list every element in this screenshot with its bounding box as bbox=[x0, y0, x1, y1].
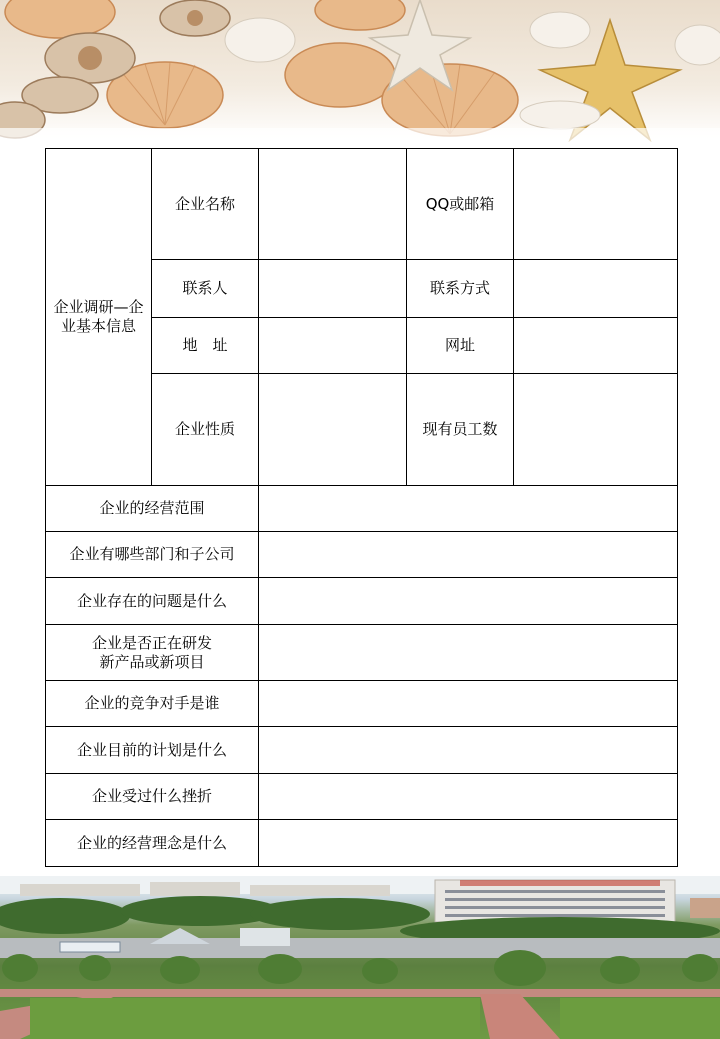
question-row bbox=[46, 820, 678, 867]
section-label: 企业调研—企业基本信息 bbox=[46, 149, 152, 486]
answer-field[interactable] bbox=[259, 532, 678, 578]
question-row bbox=[46, 681, 678, 727]
question-label: 企业的经营范围 bbox=[46, 486, 259, 532]
campus-illustration bbox=[0, 876, 720, 1039]
field-website[interactable] bbox=[514, 318, 678, 374]
company-research-form bbox=[45, 148, 678, 867]
answer-field[interactable] bbox=[259, 727, 678, 774]
row-company-name bbox=[46, 149, 678, 260]
label-qq-email: QQ或邮箱 bbox=[407, 149, 514, 260]
label-company-name: 企业名称 bbox=[152, 149, 259, 260]
question-label: 企业的经营理念是什么 bbox=[46, 820, 259, 867]
seashell-banner bbox=[0, 0, 720, 142]
field-qq-email[interactable] bbox=[514, 149, 678, 260]
label-contact-method: 联系方式 bbox=[407, 260, 514, 318]
answer-field[interactable] bbox=[259, 681, 678, 727]
label-address: 地 址 bbox=[152, 318, 259, 374]
question-row bbox=[46, 625, 678, 681]
question-label: 企业存在的问题是什么 bbox=[46, 578, 259, 625]
answer-field[interactable] bbox=[259, 625, 678, 681]
question-label: 企业目前的计划是什么 bbox=[46, 727, 259, 774]
question-label: 企业的竞争对手是谁 bbox=[46, 681, 259, 727]
seashell-illustration bbox=[0, 0, 720, 142]
answer-field[interactable] bbox=[259, 820, 678, 867]
field-address[interactable] bbox=[259, 318, 407, 374]
question-row bbox=[46, 774, 678, 820]
question-label: 企业是否正在研发新产品或新项目 bbox=[46, 625, 259, 681]
question-row bbox=[46, 532, 678, 578]
label-website: 网址 bbox=[407, 318, 514, 374]
label-contact-person: 联系人 bbox=[152, 260, 259, 318]
label-employee-count: 现有员工数 bbox=[407, 374, 514, 486]
campus-photo bbox=[0, 876, 720, 1039]
label-company-type: 企业性质 bbox=[152, 374, 259, 486]
field-company-name[interactable] bbox=[259, 149, 407, 260]
question-row bbox=[46, 727, 678, 774]
answer-field[interactable] bbox=[259, 486, 678, 532]
question-label: 企业受过什么挫折 bbox=[46, 774, 259, 820]
answer-field[interactable] bbox=[259, 578, 678, 625]
question-label: 企业有哪些部门和子公司 bbox=[46, 532, 259, 578]
field-employee-count[interactable] bbox=[514, 374, 678, 486]
question-row bbox=[46, 486, 678, 532]
field-contact-person[interactable] bbox=[259, 260, 407, 318]
field-contact-method[interactable] bbox=[514, 260, 678, 318]
field-company-type[interactable] bbox=[259, 374, 407, 486]
question-row bbox=[46, 578, 678, 625]
answer-field[interactable] bbox=[259, 774, 678, 820]
